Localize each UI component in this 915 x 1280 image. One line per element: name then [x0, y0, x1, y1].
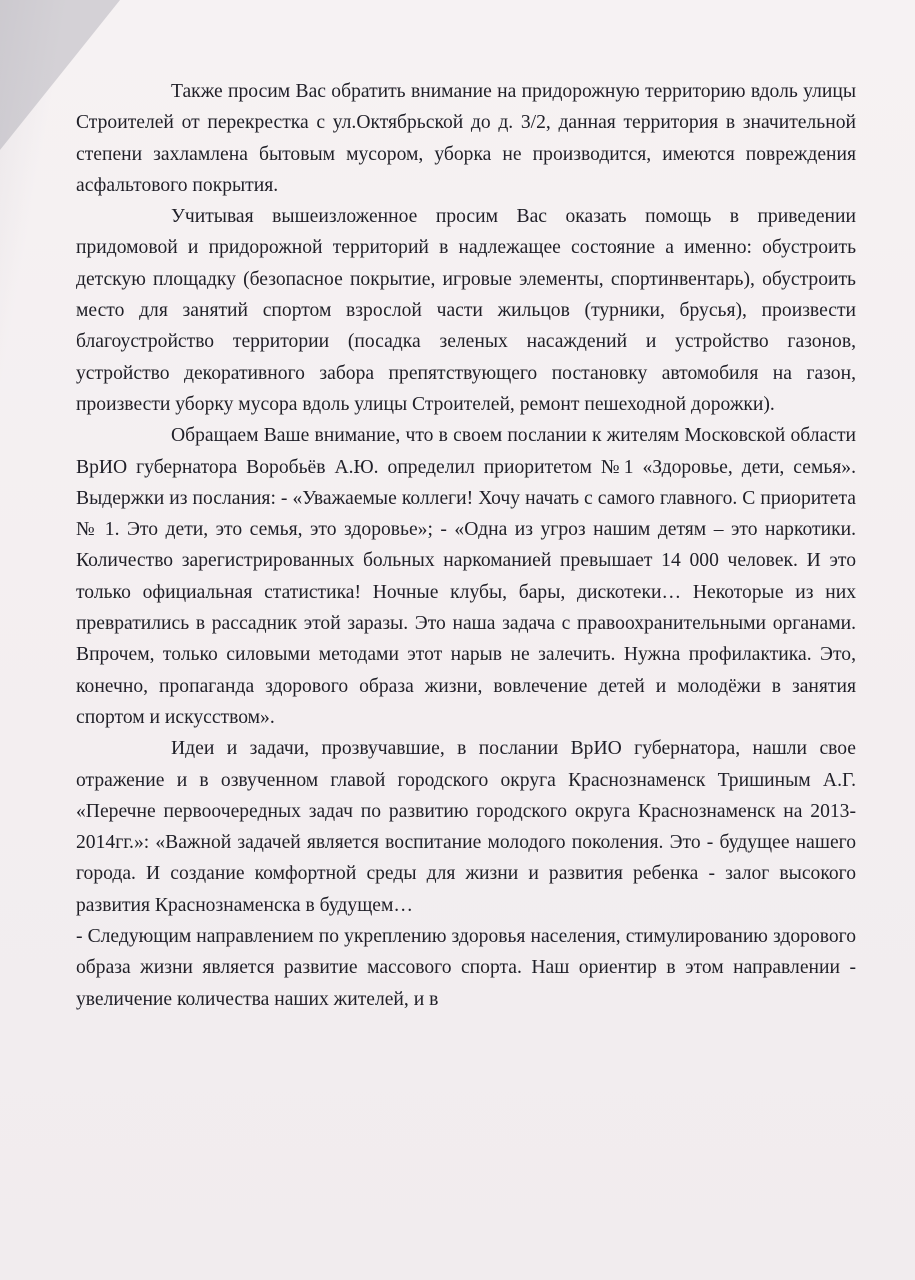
paragraph-requests: Учитывая вышеизложенное просим Вас оказать помощь в приведении придомовой и придорожной территорий в надлежащее состояние а именно: обустроить детскую площадку (безопасное покрытие, игровые элементы, спортинвентарь), обустроить место для занятий спортом взрослой части жильцов (турники, брусья), произвести благоустройство территории (посадка зеленых насаждений и устройство газонов, устройство декоративного забора препятствующего постановку автомобиля на газон, произвести уборку мусора вдоль улицы Строителей, ремонт пешеходной дорожки).: [76, 206, 856, 415]
paragraph-city-tasks: Идеи и задачи, прозвучавшие, в послании ВрИО губернатора, нашли свое отражение и в озвученном главой городского округа Краснознаменск Тришиным А.Г. «Перечне первоочередных задач по развитию городского округа Краснознаменск на 2013-2014гг.»: «Важной задачей является воспитание молодого поколения. Это - будущее нашего города. И создание комфортной среды для жизни и развития ребенка - залог высокого развития Краснознаменска в будущем…: [76, 738, 856, 916]
paragraph-roadside: Также просим Вас обратить внимание на придорожную территорию вдоль улицы Строителей от перекрестка с ул.Октябрьской до д. 3/2, данная территория в значительной степени захламлена бытовым мусором, уборка не производится, имеются повреждения асфальтового покрытия.: [76, 81, 856, 196]
paragraph-mass-sport: - Следующим направлением по укреплению здоровья населения, стимулированию здорового образа жизни является развитие массового спорта. Наш ориентир в этом направлении - увеличение количества наших жителей, и в: [76, 926, 856, 1010]
letter-body: [76, 76, 856, 1015]
paragraph-governor-message: Обращаем Ваше внимание, что в своем послании к жителям Московской области ВрИО губернатора Воробьёв А.Ю. определил приоритетом №1 «Здоровье, дети, семья». Выдержки из послания: - «Уважаемые коллеги! Хочу начать с самого главного. С приоритета № 1. Это дети, это семья, это здоровье»; - «Одна из угроз нашим детям – это наркотики. Количество зарегистрированных больных наркоманией превышает 14 000 человек. И это только официальная статистика! Ночные клубы, бары, дискотеки… Некоторые из них превратились в рассадник этой заразы. Это наша задача с правоохранительными органами. Впрочем, только силовыми методами этот нарыв не залечить. Нужна профилактика. Это, конечно, пропаганда здорового образа жизни, вовлечение детей и молодёжи в занятия спортом и искусством».: [76, 425, 856, 728]
